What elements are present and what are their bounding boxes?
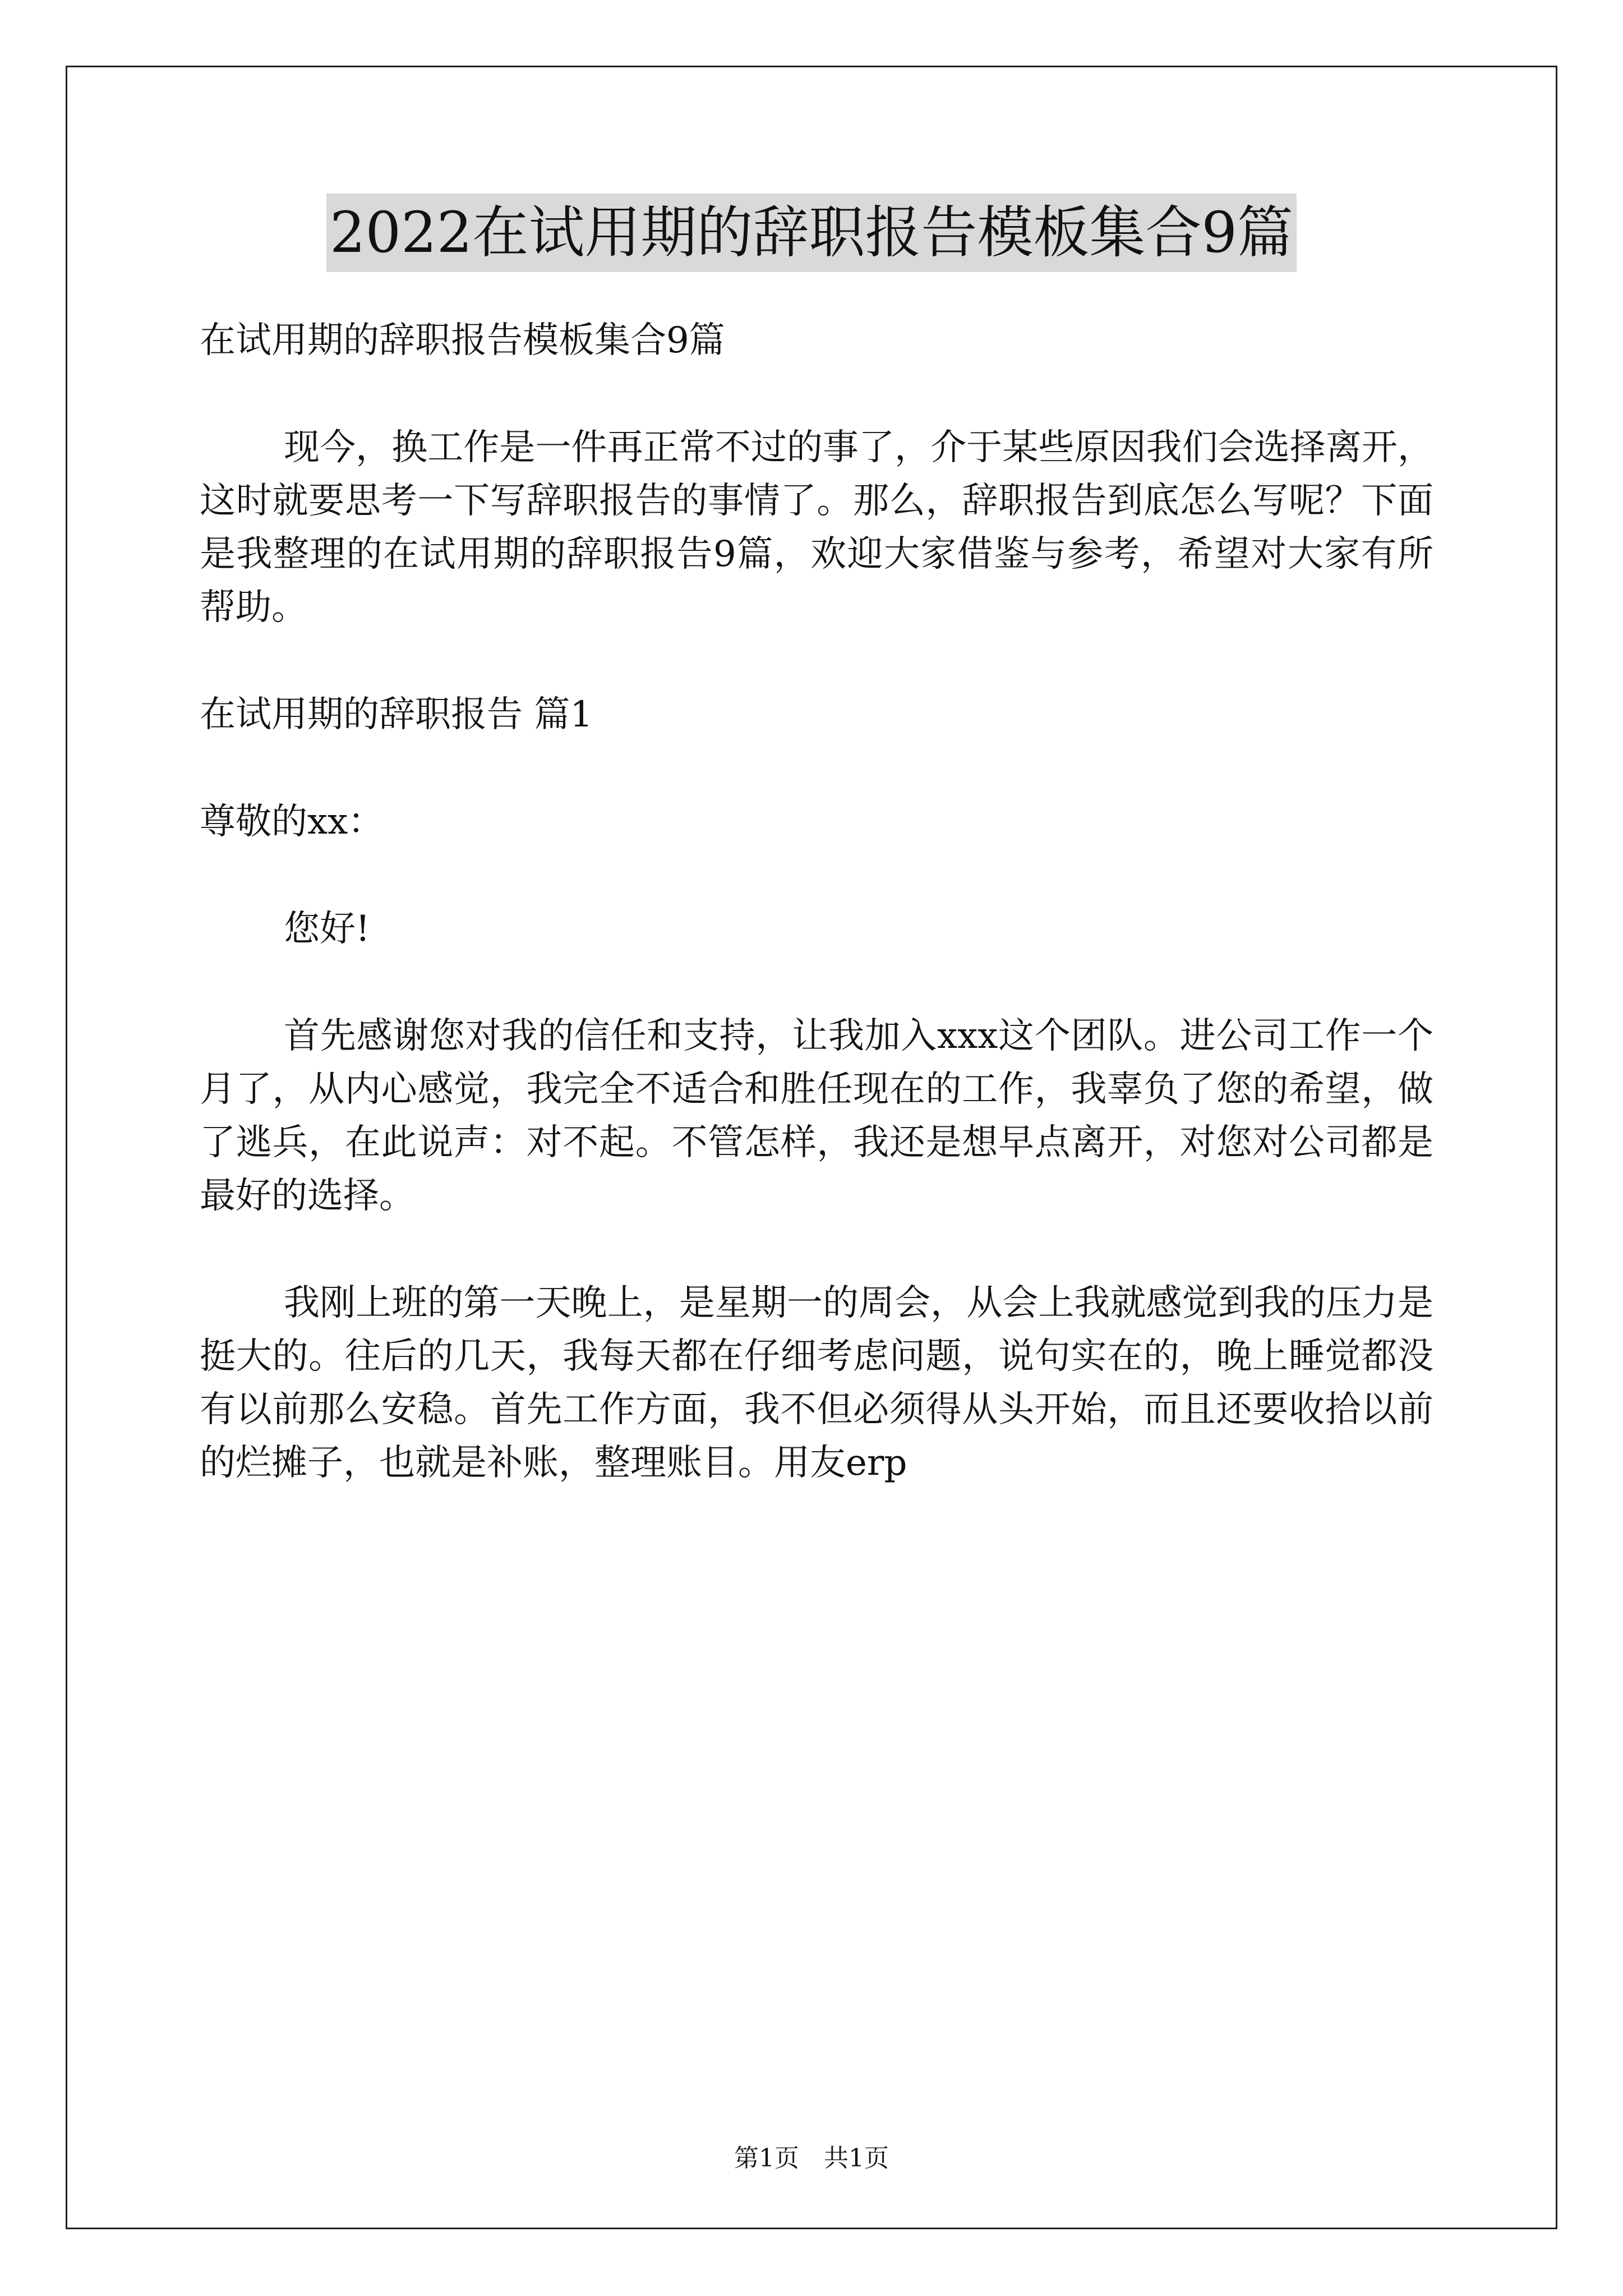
salutation: 尊敬的xx： (200, 801, 384, 843)
document-subtitle: 在试用期的辞职报告模板集合9篇 (200, 320, 725, 361)
page-footer: 第1页 共1页 (734, 2144, 889, 2173)
title-container (0, 194, 1623, 272)
document-body (200, 314, 1433, 1544)
greeting: 您好! (284, 908, 370, 950)
body-paragraph-1: 首先感谢您对我的信任和支持，让我加入xxx这个团队。进公司工作一个月了，从内心感觉，我完全不适合和胜任现在的工作，我辜负了您的希望，做了逃兵，在此说声：对不起。不管怎样，我还是想早点离开，对您对公司都是最好的选择。 (200, 1015, 1433, 1217)
body-paragraph-2: 我刚上班的第一天晚上，是星期一的周会，从会上我就感觉到我的压力是挺大的。往后的几天，我每天都在仔细考虑问题，说句实在的，晚上睡觉都没有以前那么安稳。首先工作方面，我不但必须得从头开始，而且还要收拾以前的烂摊子，也就是补账，整理账目。用友erp (200, 1282, 1433, 1484)
document-title: 2022在试用期的辞职报告模板集合9篇 (326, 194, 1297, 272)
section-heading: 在试用期的辞职报告 篇1 (200, 694, 593, 735)
intro-paragraph: 现今，换工作是一件再正常不过的事了，介于某些原因我们会选择离开，这时就要思考一下写辞职报告的事情了。那么，辞职报告到底怎么写呢？下面是我整理的在试用期的辞职报告9篇，欢迎大家借鉴与参考，希望对大家有所帮助。 (200, 427, 1433, 628)
